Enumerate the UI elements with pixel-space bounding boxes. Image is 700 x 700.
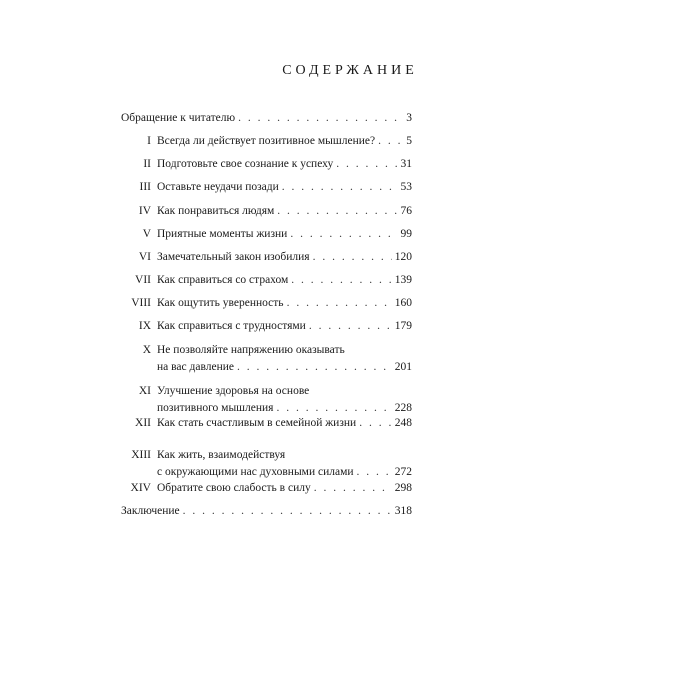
dot-leader (282, 179, 398, 196)
page-number: 179 (394, 320, 412, 332)
toc-entry (121, 480, 412, 497)
toc-entry (121, 383, 412, 417)
chapter-title: Как справиться со страхом (157, 274, 289, 286)
page-number: 228 (394, 402, 412, 414)
dot-leader (357, 464, 392, 481)
page-number: 248 (394, 417, 412, 429)
dot-leader (336, 156, 397, 173)
chapter-number: III (139, 181, 151, 193)
chapter-title: Как стать счастливым в семейной жизни (157, 417, 357, 429)
chapter-title: Приятные моменты жизни (157, 228, 288, 240)
chapter-title: Как жить, взаимодействуя (157, 449, 286, 461)
chapter-title: Обратите свою слабость в силу (157, 482, 311, 494)
toc-entry (121, 110, 412, 127)
chapter-title: Всегда ли действует позитивное мышление? (157, 135, 376, 147)
chapter-title: Заключение (121, 505, 180, 517)
chapter-title: Подготовьте свое сознание к успеху (157, 158, 334, 170)
page-number: 318 (394, 505, 412, 517)
chapter-title: Улучшение здоровья на основе (157, 385, 310, 397)
chapter-number: V (142, 228, 151, 240)
page-number: 76 (400, 205, 412, 217)
chapter-number: XIII (131, 449, 151, 461)
chapter-title: Обращение к читателю (121, 112, 236, 124)
page-number: 99 (400, 228, 412, 240)
dot-leader (183, 503, 392, 520)
toc-entry (121, 318, 412, 335)
chapter-number: X (142, 344, 151, 356)
dot-leader (237, 359, 392, 376)
chapter-number: VIII (131, 297, 151, 309)
dot-leader (378, 133, 403, 150)
chapter-number: XII (135, 417, 151, 429)
page-number: 5 (406, 135, 412, 147)
toc-entry (121, 295, 412, 312)
dot-leader (291, 272, 391, 289)
chapter-title: Оставьте неудачи позади (157, 181, 279, 193)
chapter-number: XI (138, 385, 151, 397)
dot-leader (309, 318, 392, 335)
dot-leader (359, 415, 392, 432)
chapter-title: позитивного мышления (157, 402, 274, 414)
page-title: СОДЕРЖАНИЕ (282, 63, 418, 78)
page-number: 53 (400, 181, 412, 193)
toc-entry (121, 503, 412, 520)
chapter-title: Не позволяйте напряжению оказывать (157, 344, 345, 356)
toc-entry (121, 272, 412, 289)
chapter-title: Как ощутить уверенность (157, 297, 284, 309)
dot-leader (277, 203, 397, 220)
page-number: 139 (394, 274, 412, 286)
chapter-number: XIV (130, 482, 151, 494)
dot-leader (313, 249, 392, 266)
page-number: 120 (394, 251, 412, 263)
toc-entry (121, 156, 412, 173)
page-number: 272 (394, 466, 412, 478)
toc-entry (121, 415, 412, 432)
chapter-number: IX (138, 320, 151, 332)
page-number: 31 (400, 158, 412, 170)
chapter-number: VI (138, 251, 151, 263)
toc-entry (121, 203, 412, 220)
chapter-number: I (147, 135, 151, 147)
dot-leader (238, 110, 403, 127)
chapter-title: Замечательный закон изобилия (157, 251, 310, 263)
chapter-title: Как справиться с трудностями (157, 320, 306, 332)
chapter-number: IV (138, 205, 151, 217)
dot-leader (287, 295, 392, 312)
page-number: 201 (394, 361, 412, 373)
page-number: 298 (394, 482, 412, 494)
dot-leader (314, 480, 392, 497)
toc-entry (121, 447, 412, 481)
toc-entry (121, 226, 412, 243)
toc-entry (121, 133, 412, 150)
chapter-title: Как понравиться людям (157, 205, 275, 217)
chapter-number: II (143, 158, 151, 170)
page-number: 160 (394, 297, 412, 309)
chapter-title: с окружающими нас духовными силами (157, 466, 354, 478)
dot-leader (290, 226, 397, 243)
toc-entry (121, 342, 412, 376)
page-number: 3 (406, 112, 412, 124)
chapter-number: VII (135, 274, 151, 286)
toc-entry (121, 249, 412, 266)
chapter-title: на вас давление (157, 361, 234, 373)
toc-entry (121, 179, 412, 196)
